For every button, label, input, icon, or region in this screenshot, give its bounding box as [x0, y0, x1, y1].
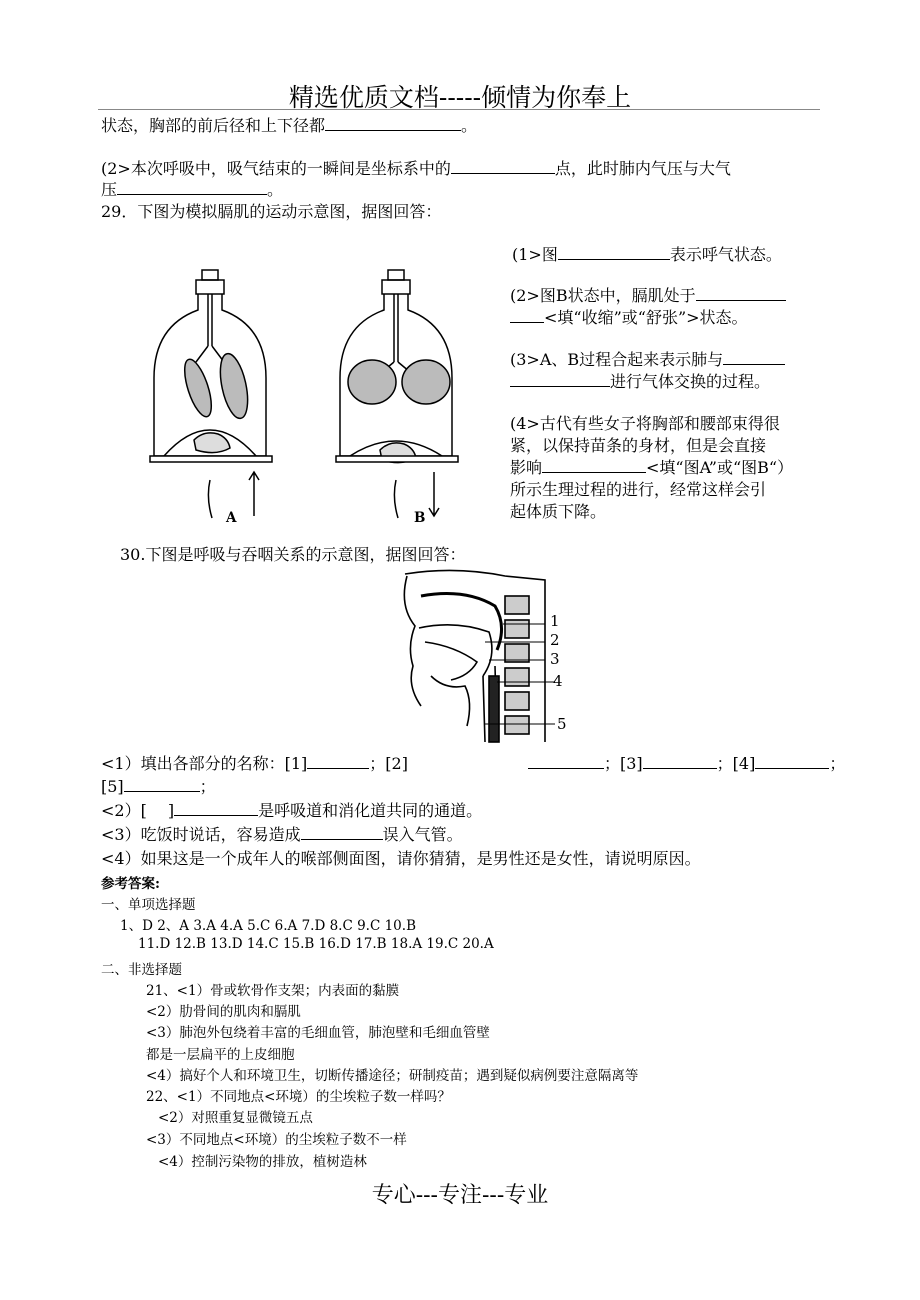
diagram-label-5: 5: [557, 715, 567, 733]
bell-jar-a: [150, 270, 272, 518]
q30-s4: <4）如果这是一个成年人的喉部侧面图，请你猜猜，是男性还是女性，请说明原因。: [101, 849, 701, 868]
header-rule: [98, 109, 820, 110]
q30-title: 30.下图是呼吸与吞咽关系的示意图，据图回答：: [120, 545, 466, 564]
q30-s2: <2）[ ] 是呼吸道和消化道共同的通道。: [101, 801, 483, 820]
q29-s4-l5: 起体质下降。: [510, 502, 607, 521]
blank[interactable]: [755, 752, 829, 769]
answer-21-1: 21、<1）骨或软骨作支架；内表面的黏膜: [146, 983, 400, 999]
blank[interactable]: [174, 799, 258, 816]
q28-line1: 状态，胸部的前后径和上下径都 。: [101, 116, 478, 135]
page-footer: 专心---专注---专业: [371, 1183, 549, 1208]
blank[interactable]: [558, 243, 670, 260]
bell-jar-figure: [148, 268, 478, 530]
q30-s1: <1）填出各部分的名称：[1] ；[2]: [101, 754, 408, 773]
answer-21-4: <4）搞好个人和环境卫生，切断传播途径；研制疫苗；遇到疑似病例要注意隔离等: [146, 1068, 639, 1084]
answers-row2: 11.D 12.B 13.D 14.C 15.B 16.D 17.B 18.A 19.C 20.A: [138, 936, 494, 952]
blank[interactable]: [124, 775, 200, 792]
blank[interactable]: [117, 178, 267, 195]
answer-21-2: <2）肋骨间的肌肉和膈肌: [146, 1004, 301, 1020]
throat-diagram: [385, 566, 570, 746]
answer-22-3: <3）不同地点<环境）的尘埃粒子数不一样: [146, 1132, 407, 1148]
blank[interactable]: [510, 306, 544, 323]
q29-s3: (3>A、B过程合起来表示肺与: [510, 347, 785, 370]
q28-line2: (2>本次呼吸中，吸气结束的一瞬间是坐标系中的 点，此时肺内气压与大气: [101, 159, 731, 178]
answers-title: 参考答案:: [101, 876, 160, 892]
blank[interactable]: [542, 456, 646, 473]
q30-s1-line2: [5] ；: [101, 777, 216, 796]
diagram-label-3: 3: [550, 650, 560, 668]
blank[interactable]: [643, 752, 717, 769]
answers-section2: 二、非选择题: [101, 962, 182, 978]
q29-s2b: <填“收缩”或“舒张”>状态。: [510, 305, 748, 328]
answer-21-3b: 都是一层扁平的上皮细胞: [146, 1047, 295, 1063]
diagram-label-2: 2: [550, 631, 560, 649]
answer-21-3: <3）肺泡外包绕着丰富的毛细血管，肺泡壁和毛细血管壁: [146, 1025, 490, 1041]
q29-s4-l4: 所示生理过程的进行，经常这样会引: [510, 480, 767, 499]
q28-line3: 压 。: [101, 180, 284, 199]
answer-22-2: <2）对照重复显微镜五点: [158, 1110, 313, 1126]
q30-s1-cont: ；[3] ；[4] ；: [528, 751, 845, 774]
blank[interactable]: [723, 348, 785, 365]
q29-s4-l2: 紧，以保持苗条的身材，但是会直接: [510, 436, 767, 455]
answer-22-1: 22、<1）不同地点<环境）的尘埃粒子数一样吗？: [146, 1089, 451, 1105]
q29-s2: (2>图B状态中，膈肌处于: [510, 283, 786, 306]
q29-s3b: 进行气体交换的过程。: [510, 369, 770, 392]
blank[interactable]: [307, 752, 369, 769]
page-header: 精选优质文档-----倾情为你奉上: [288, 83, 632, 112]
blank[interactable]: [510, 370, 610, 387]
bell-jar-b: [336, 270, 458, 518]
blank[interactable]: [325, 114, 461, 131]
diagram-label-4: 4: [553, 672, 563, 690]
q29-s4-l3: 影响 <填“图A”或“图B“）: [510, 458, 794, 477]
diagram-label-1: 1: [550, 612, 560, 630]
figure-label-b: B: [414, 510, 426, 526]
q29-s4-l1: (4>古代有些女子将胸部和腰部束得很: [510, 414, 780, 433]
q29-s1: (1>图 表示呼气状态。: [512, 245, 782, 264]
figure-label-a: A: [226, 510, 237, 526]
q30-s3: <3）吃饭时说话，容易造成 误入气管。: [101, 825, 463, 844]
answers-section1: 一、单项选择题: [101, 897, 196, 913]
q29-title: 29．下图为模拟膈肌的运动示意图，据图回答：: [101, 202, 442, 221]
blank[interactable]: [451, 157, 555, 174]
blank[interactable]: [696, 284, 786, 301]
answers-row1: 1、D 2、A 3.A 4.A 5.C 6.A 7.D 8.C 9.C 10.B: [120, 918, 416, 934]
blank[interactable]: [528, 752, 604, 769]
answer-22-4: <4）控制污染物的排放，植树造林: [158, 1154, 367, 1170]
blank[interactable]: [301, 823, 383, 840]
